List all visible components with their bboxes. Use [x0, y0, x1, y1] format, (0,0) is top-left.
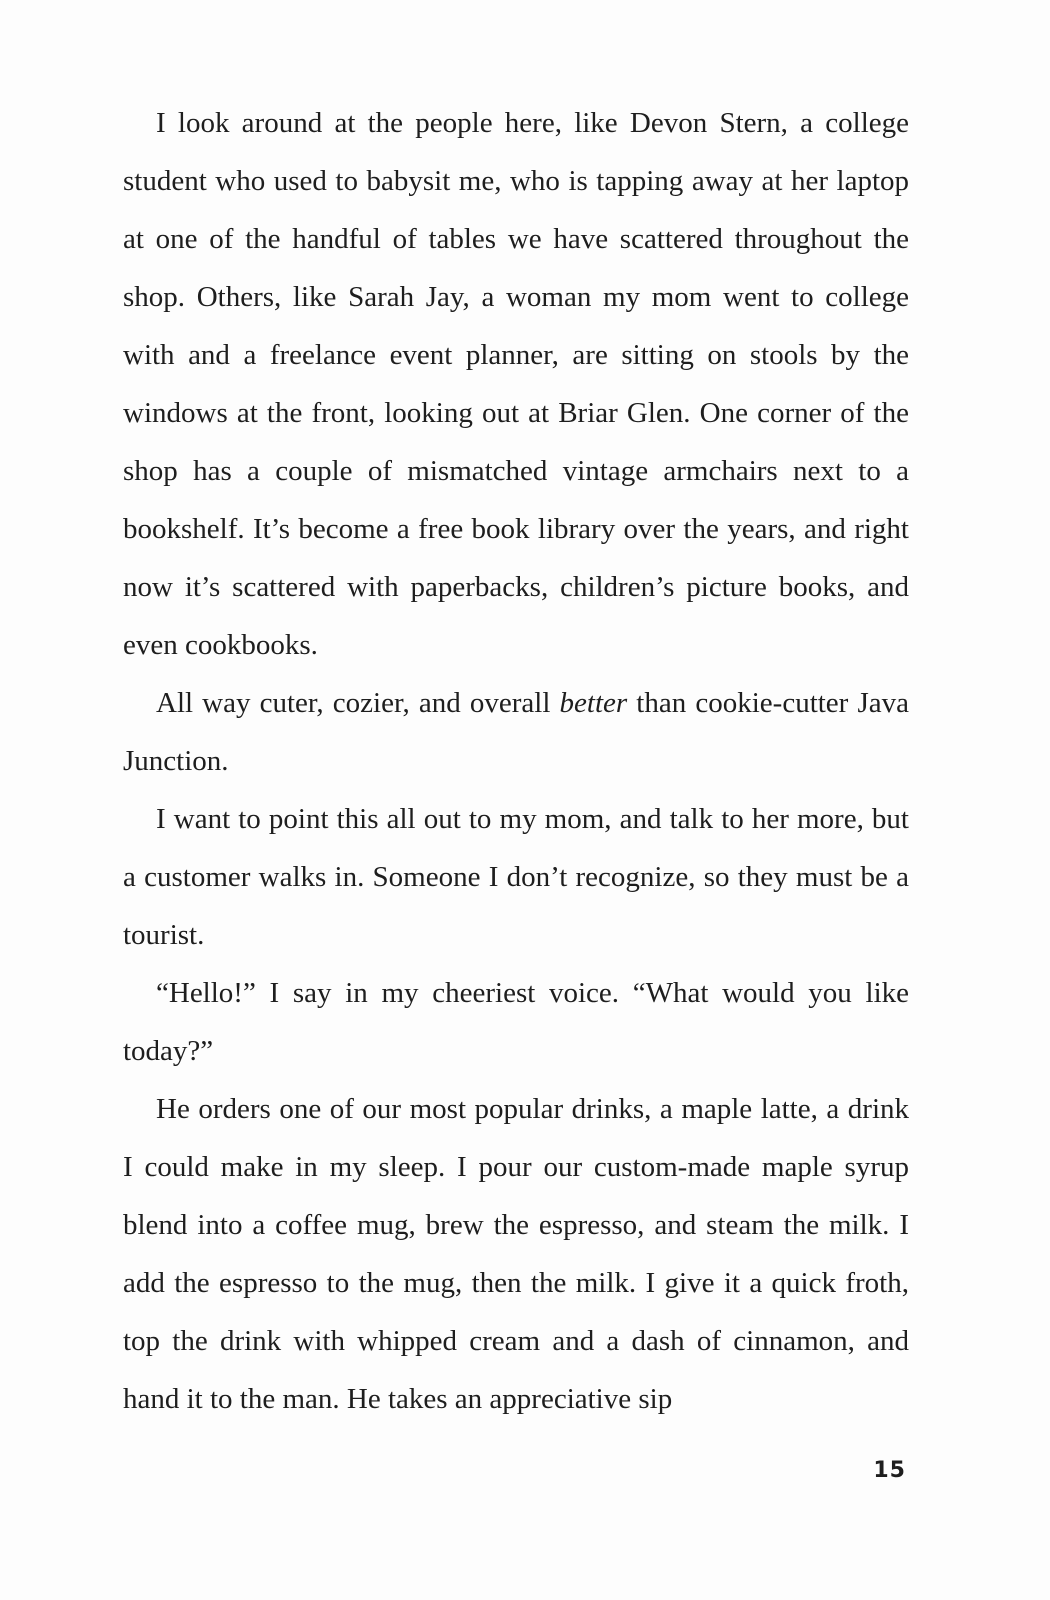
- emphasis-better: better: [559, 687, 628, 719]
- paragraph-maple-latte: He orders one of our most popular drinks, a maple latte, a drink I could make in my sleep. I pour our custom-made maple syrup blend into a coffee mug, brew the espresso, and steam the milk. I add the espresso to the mug, then the milk. I give it a quick froth, top the drink with whipped cream and a dash of cinnamon, and hand it to the man. He takes an appreciative sip: [123, 1093, 909, 1415]
- paragraph-cuter-cozier-end: than cookie-cutter Java Junction.: [123, 687, 909, 777]
- paragraph-cuter-cozier: [123, 674, 909, 790]
- paragraph-greeting: “Hello!” I say in my cheeriest voice. “What would you like today?”: [123, 977, 909, 1067]
- paragraph-cuter-cozier-start: All way cuter, cozier, and overall: [156, 687, 560, 719]
- page-number: 15: [873, 1458, 906, 1483]
- paragraph-customer-walks-in: I want to point this all out to my mom, and talk to her more, but a customer walks in. Someone I don’t recognize, so they must be a tourist.: [123, 803, 909, 951]
- paragraph-people-in-shop: I look around at the people here, like Devon Stern, a college student who used to babysit me, who is tapping away at her laptop at one of the handful of tables we have scattered throughout the shop. Others, like Sarah Jay, a woman my mom went to college with and a freelance event planner, are sitting on stools by the windows at the front, looking out at Briar Glen. One corner of the shop has a couple of mismatched vintage armchairs next to a bookshelf. It’s become a free book library over the years, and right now it’s scattered with paperbacks, children’s picture books, and even cookbooks.: [123, 107, 909, 661]
- body-text: [123, 94, 909, 1428]
